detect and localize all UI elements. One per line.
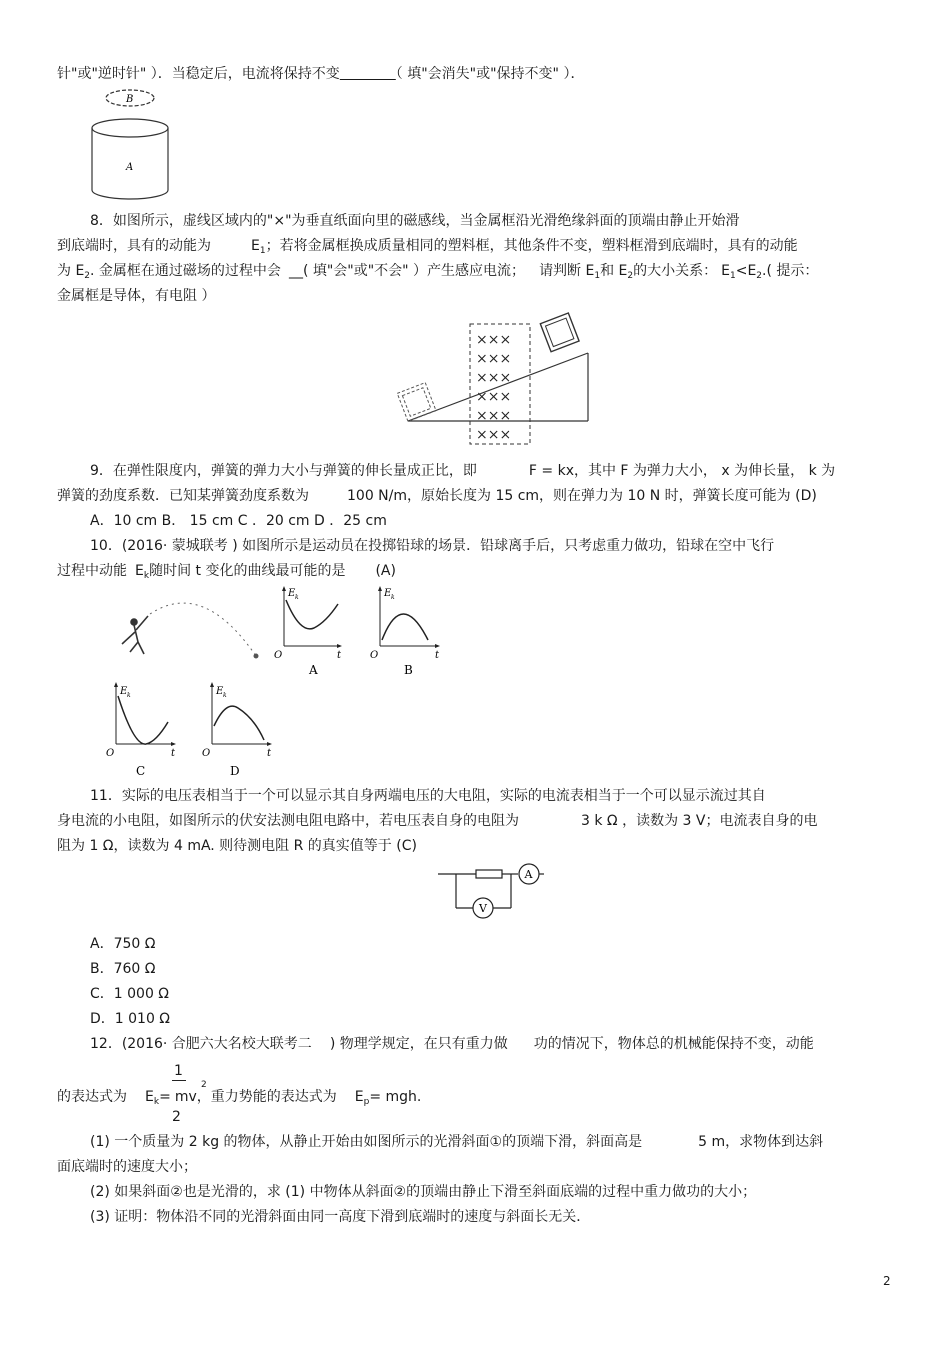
svg-text:k: k (223, 692, 227, 699)
fraction-numerator: 1 (174, 1063, 183, 1079)
fraction-bar (172, 1080, 186, 1081)
svg-text:O: O (106, 748, 115, 759)
svg-text:E: E (120, 686, 128, 697)
svg-text:t: t (435, 650, 440, 661)
q12-part3: (3) 证明：物体沿不同的光滑斜面由同一高度下滑到底端时的速度与斜面长无关． (90, 1209, 591, 1225)
q8-line4: 金属框是导体，有电阻 ） (57, 288, 216, 304)
svg-text:V: V (479, 902, 487, 915)
svg-text:E: E (288, 588, 296, 599)
svg-text:k: k (295, 594, 299, 601)
q12-part2: (2) 如果斜面②也是光滑的，求 (1) 中物体从斜面②的顶端由静止下滑至斜面底端的过程中重力做功的大小； (90, 1184, 757, 1200)
graph-d-label: D (230, 764, 240, 778)
graph-c-label: C (136, 764, 146, 778)
svg-text:×××: ××× (476, 408, 512, 424)
q11-option-a: A．750 Ω (90, 936, 156, 952)
athlete-illustration (122, 616, 148, 654)
q9-options: A．10 cm B． 15 cm C ．20 cm D ．25 cm (90, 513, 387, 529)
svg-text:O: O (202, 748, 211, 759)
q8-line3: 为 $E_2$. 金属框在通过磁场的过程中会 __( 填"会"或"不会" ）产生感应电流； 请判断 $E_1$和 $E_2$的大小关系： $E_1<E_2$.( 提示： (57, 263, 819, 281)
graph-b-label: B (404, 663, 413, 677)
q11-line1: 11．实际的电压表相当于一个可以显示其自身两端电压的大电阻，实际的电流表相当于一个可以显示流过其自 (90, 788, 766, 804)
q11-option-d: D．1 010 Ω (90, 1011, 171, 1027)
q11-option-c: C．1 000 Ω (90, 986, 170, 1002)
q9-line1: 9．在弹性限度内，弹簧的弹力大小与弹簧的伸长量成正比，即 F = kx，其中 F 为弹力大小， x 为伸长量， k 为 (90, 463, 836, 479)
q8-line2: 到底端时，具有的动能为 $E_1$；若将金属框换成质量相同的塑料框，其他条件不变，塑料框滑到底端时，具有的动能 (57, 238, 798, 256)
shot-put-figure (108, 584, 448, 782)
shot-trajectory (150, 603, 256, 656)
svg-text:t: t (337, 650, 342, 661)
svg-text:t: t (171, 748, 176, 759)
q11-line2: 身电流的小电阻，如图所示的伏安法测电阻电路中，若电压表自身的电阻为 3 k Ω ，读数为 3 V；电流表自身的电 (57, 813, 818, 829)
q11-line3: 阻为 1 Ω，读数为 4 mA. 则待测电阻 R 的真实值等于 (C) (57, 838, 417, 854)
graph-a (274, 586, 342, 677)
q9-line2: 弹簧的劲度系数．已知某弹簧劲度系数为 100 N/m，原始长度为 15 cm，则在弹力为 10 N 时，弹簧长度可能为 (D) (57, 488, 817, 504)
metal-frame-bottom (397, 383, 436, 422)
svg-text:O: O (274, 650, 283, 661)
metal-frame-top (540, 313, 579, 352)
graph-d (202, 682, 272, 778)
cylinder-top (92, 119, 168, 137)
svg-text:k: k (127, 692, 131, 699)
svg-text:×××: ××× (476, 427, 512, 443)
svg-text:×××: ××× (476, 389, 512, 405)
svg-text:A: A (524, 868, 533, 881)
q8-line1: 8．如图所示，虚线区域内的"×"为垂直纸面向里的磁感线，当金属框沿光滑绝缘斜面的顶端由静止开始滑 (90, 213, 740, 229)
resistor-r (476, 870, 502, 878)
q12-part1: (1) 一个质量为 2 kg 的物体，从静止开始由如图所示的光滑斜面①的顶端下滑，斜面高是 5 m，求物体到达斜 (90, 1134, 824, 1150)
graph-c (106, 682, 176, 778)
shot-ball (254, 654, 259, 659)
label-b: B (126, 94, 134, 105)
svg-text:×××: ××× (476, 370, 512, 386)
q12-part1-cont: 面底端时的速度大小； (57, 1159, 197, 1175)
cylinder-figure (88, 86, 178, 204)
q12-line1: 12．(2016· 合肥六大名校大联考二 ) 物理学规定，在只有重力做 功的情况下，物体总的机械能保持不变，动能 (90, 1036, 814, 1052)
q12-line2: 的表达式为 $E_k=$ mv，重力势能的表达式为 $E_p=$ mgh. (57, 1089, 422, 1107)
svg-text:E: E (384, 588, 392, 599)
incline-magnetic-figure (394, 320, 598, 448)
label-a: A (126, 162, 134, 173)
svg-text:O: O (370, 650, 379, 661)
svg-text:k: k (391, 594, 395, 601)
field-crosses (476, 332, 511, 443)
svg-text:×××: ××× (476, 351, 512, 367)
q7-blank (340, 66, 396, 82)
graph-b (370, 586, 440, 677)
q11-option-b: B．760 Ω (90, 961, 156, 977)
q10-line2: 过程中动能 $E_k$随时间 t 变化的曲线最可能的是 (A) (57, 563, 396, 581)
q10-line1: 10．(2016· 蒙城联考 ) 如图所示是运动员在投掷铅球的场景．铅球离手后，只考虑重力做功，铅球在空中飞行 (90, 538, 775, 554)
svg-text:E: E (216, 686, 224, 697)
graph-a-label: A (309, 663, 318, 677)
svg-text:t: t (267, 748, 272, 759)
superscript-2: 2 (201, 1080, 207, 1090)
fraction-denominator: 2 (172, 1109, 181, 1125)
svg-text:×××: ××× (476, 332, 512, 348)
voltmeter-ammeter-circuit (436, 862, 544, 920)
q7-line: 针"或"逆时针" ）．当稳定后，电流将保持不变 （ 填"会消失"或"保持不变" ）． (57, 66, 585, 82)
page-number: 2 (883, 1274, 891, 1288)
